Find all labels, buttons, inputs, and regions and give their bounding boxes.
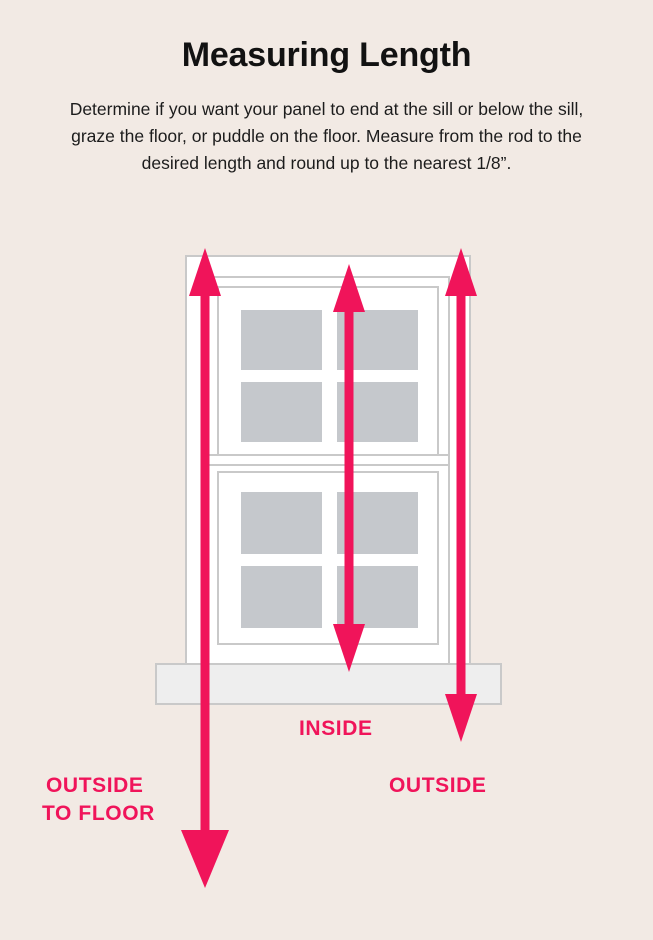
window-pane [241,566,322,628]
window-meeting-rail [207,455,449,465]
label-outside-to-floor-line1: OUTSIDE [46,774,144,797]
window-measurement-diagram [0,240,653,940]
window-pane [241,492,322,554]
page-subtitle: Determine if you want your panel to end at the sill or below the sill, graze the floor, or puddle on the floor. Measure from the rod to the desired length and round up to the nearest 1/8”. [69,99,584,173]
window-pane [241,310,322,370]
label-outside-to-floor-line2: TO FLOOR [42,802,155,825]
label-inside: INSIDE [299,717,373,740]
page-title: Measuring Length [181,36,472,74]
window-pane [241,382,322,442]
label-outside: OUTSIDE [389,774,487,797]
